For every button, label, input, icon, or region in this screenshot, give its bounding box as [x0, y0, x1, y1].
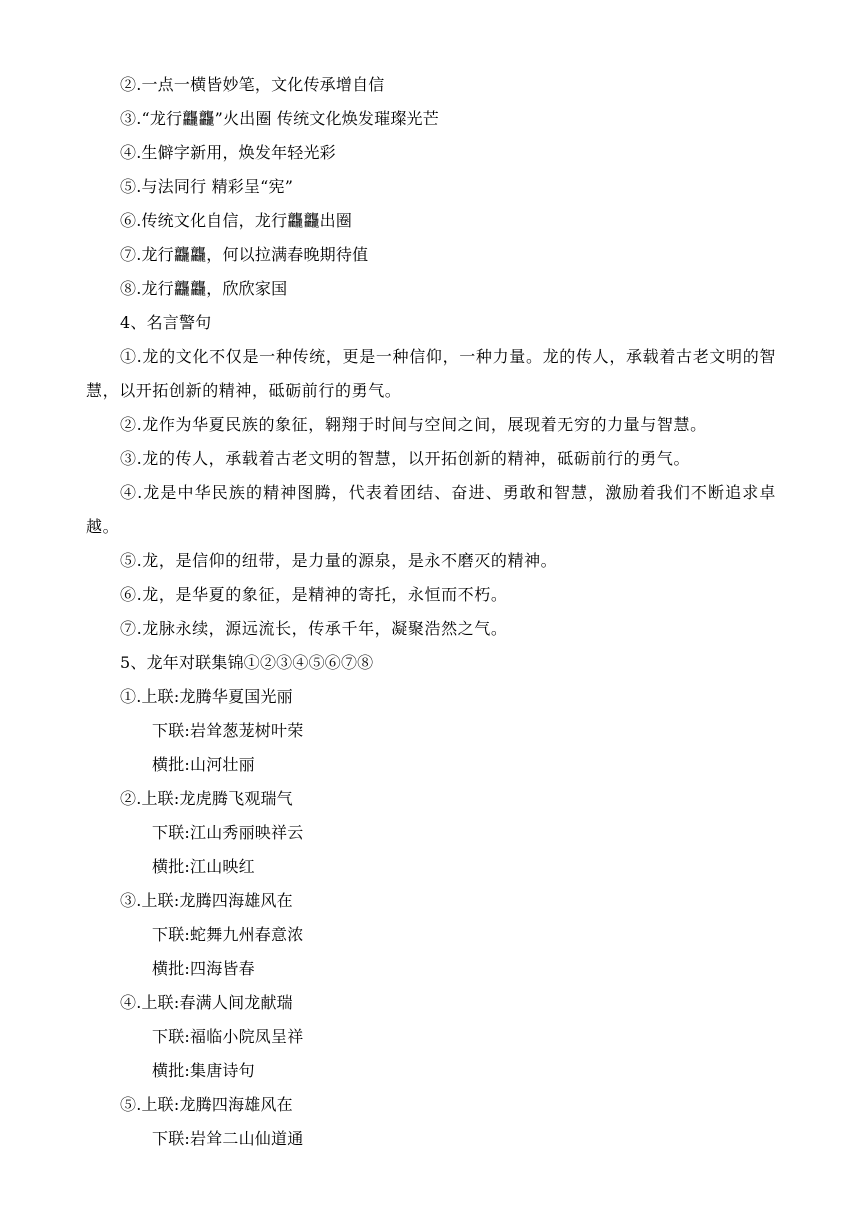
list-item: ⑥.传统文化自信，龙行龘龘出圈: [120, 211, 353, 230]
quote-paragraph: ⑦.龙脉永续，源远流长，传承千年，凝聚浩然之气。: [120, 619, 508, 638]
couplet-lower: 下联:福临小院凤呈祥: [152, 1027, 304, 1046]
couplet-lower: 下联:蛇舞九州春意浓: [152, 925, 304, 944]
quote-paragraph: ⑥.龙，是华夏的象征，是精神的寄托，永恒而不朽。: [120, 585, 508, 604]
couplet-horizontal: 横批:集唐诗句: [152, 1061, 255, 1080]
couplet-horizontal: 横批:四海皆春: [152, 959, 255, 978]
couplet-horizontal: 横批:山河壮丽: [152, 755, 255, 774]
list-item: ⑧.龙行龘龘，欣欣家国: [120, 279, 288, 298]
list-item: ⑤.与法同行 精彩呈“宪”: [120, 177, 294, 196]
list-item: ②.一点一横皆妙笔，文化传承增自信: [120, 75, 385, 94]
couplet-lower: 下联:岩耸葱茏树叶荣: [152, 721, 304, 740]
quote-paragraph: ⑤.龙，是信仰的纽带，是力量的源泉，是永不磨灭的精神。: [120, 551, 558, 570]
couplet-upper: ②.上联:龙虎腾飞观瑞气: [120, 789, 293, 808]
couplet-upper: ⑤.上联:龙腾四海雄风在: [120, 1095, 293, 1114]
couplet-upper: ③.上联:龙腾四海雄风在: [120, 891, 293, 910]
quote-paragraph: ②.龙作为华夏民族的象征，翱翔于时间与空间之间，展现着无穷的力量与智慧。: [120, 415, 707, 434]
document-body: [86, 68, 776, 1156]
section-heading: 5、龙年对联集锦①②③④⑤⑥⑦⑧: [120, 653, 374, 672]
couplet-upper: ④.上联:春满人间龙献瑞: [120, 993, 293, 1012]
quote-paragraph: ④.龙是中华民族的精神图腾，代表着团结、奋进、勇敢和智慧，激励着我们不断追求卓越。: [86, 483, 776, 536]
quote-paragraph: ③.龙的传人，承载着古老文明的智慧，以开拓创新的精神，砥砺前行的勇气。: [120, 449, 691, 468]
couplet-lower: 下联:岩耸二山仙道通: [152, 1129, 304, 1148]
quote-paragraph: ①.龙的文化不仅是一种传统，更是一种信仰，一种力量。龙的传人，承载着古老文明的智慧，以开拓创新的精神，砥砺前行的勇气。: [86, 347, 776, 400]
list-item: ④.生僻字新用，焕发年轻光彩: [120, 143, 336, 162]
couplet-lower: 下联:江山秀丽映祥云: [152, 823, 304, 842]
couplet-horizontal: 横批:江山映红: [152, 857, 255, 876]
section-heading: 4、名言警句: [120, 313, 212, 332]
list-item: ⑦.龙行龘龘，何以拉满春晚期待值: [120, 245, 369, 264]
couplet-upper: ①.上联:龙腾华夏国光丽: [120, 687, 293, 706]
list-item: ③.“龙行龘龘”火出圈 传统文化焕发璀璨光芒: [120, 109, 439, 128]
